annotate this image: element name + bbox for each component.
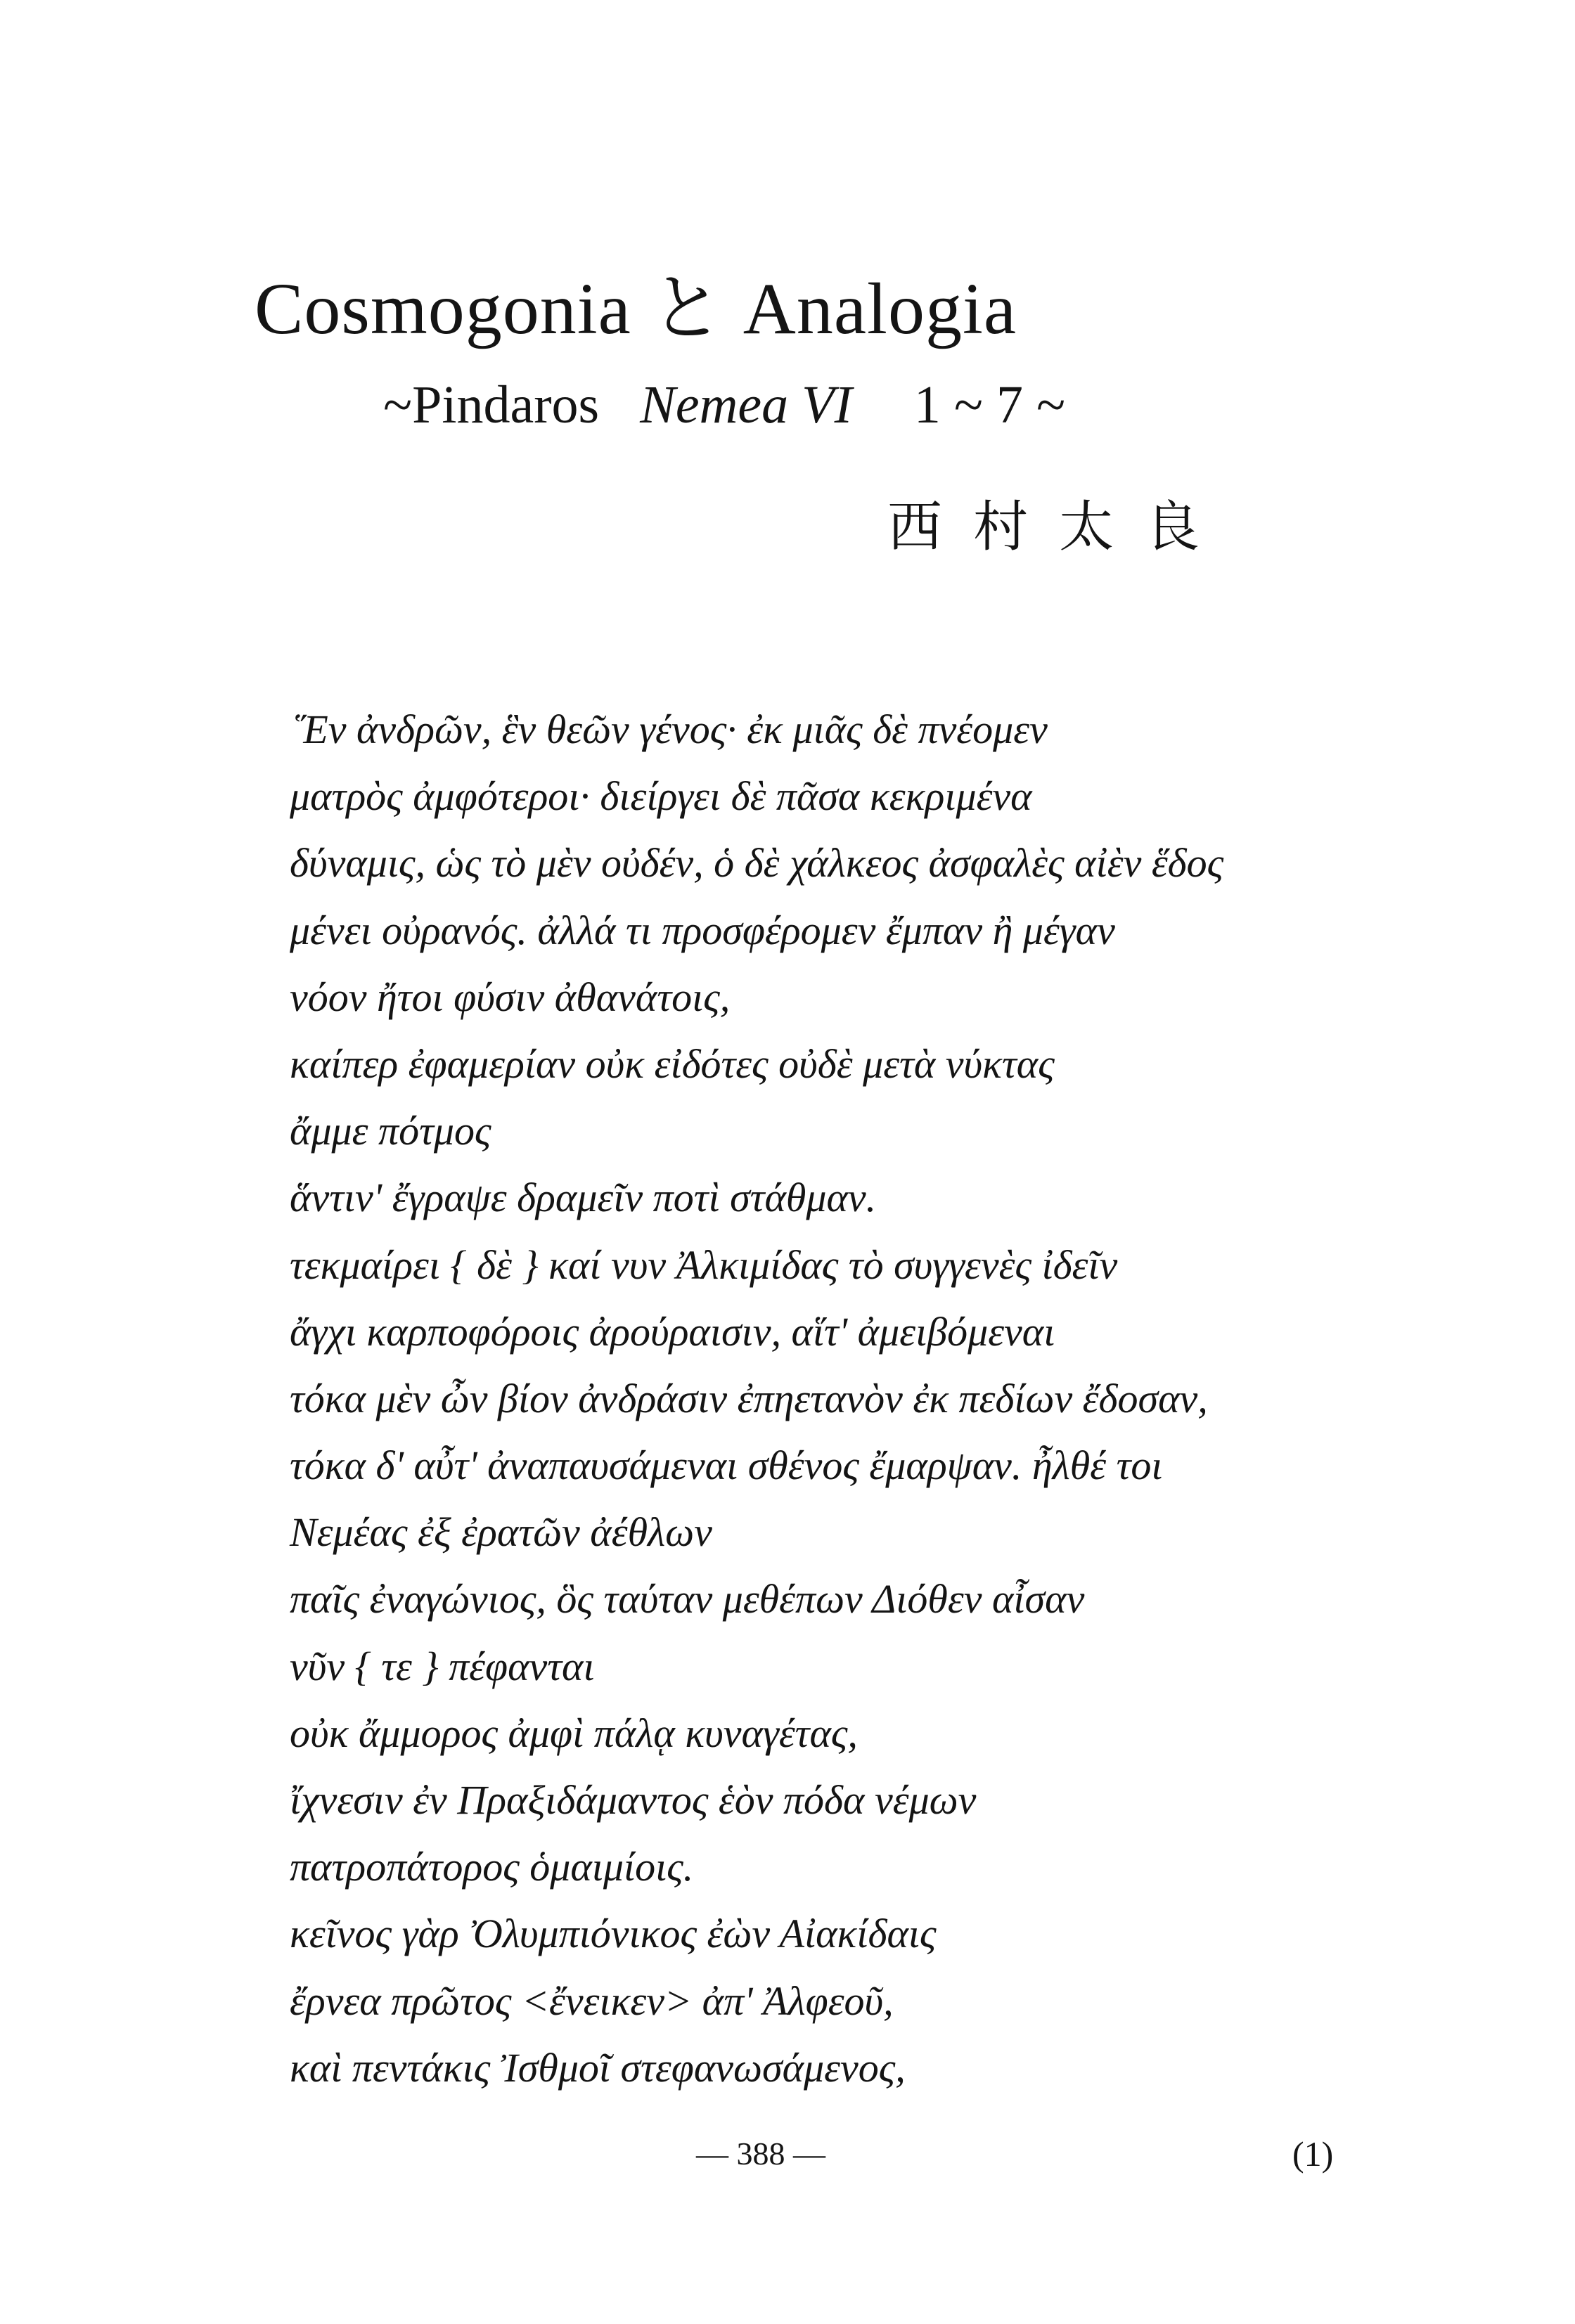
article-subtitle [383,371,1065,439]
poem-line: ἄμμε πότμος [290,1108,491,1154]
poem-line: τόκα δ' αὖτ' ἀναπαυσάμεναι σθένος ἔμαρψαν. ἦλθέ τοι [290,1442,1163,1489]
page-number: — 388 — [696,2136,825,2171]
poem-line: κεῖνος γὰρ Ὀλυμπιόνικος ἐὼν Αἰακίδαις [290,1911,937,1957]
poem-text [290,696,1387,2101]
poem-line: ἔρνεα πρῶτος <ἔνεικεν> ἀπ' Ἀλφεοῦ, [290,1977,894,2024]
article-title: Cosmogonia と Analogia [255,269,1017,349]
poem-line: ἅντιν' ἔγραψε δραμεῖν ποτὶ στάθμαν. [290,1175,877,1221]
author-name: 西村太良 [887,496,1231,559]
poem-line: οὐκ ἄμμορος ἀμφὶ πάλᾳ κυναγέτας, [290,1710,858,1756]
poem-line: Νεμέας ἐξ ἐρατῶν ἀέθλων [290,1509,712,1556]
poem-line: τεκμαίρει { δὲ } καί νυν Ἀλκιμίδας τὸ συγγενὲς ἰδεῖν [290,1241,1118,1288]
poem-line: καὶ πεντάκις Ἰσθμοῖ στεφανωσάμενος, [290,2044,906,2091]
page-mark: (1) [1292,2134,1334,2174]
poem-line: νόον ἤτοι φύσιν ἀθανάτοις, [290,974,731,1020]
poem-line: πατροπάτορος ὁμαιμίοις. [290,1844,694,1890]
poem-line: τόκα μὲν ὦν βίον ἀνδράσιν ἐπηετανὸν ἐκ πεδίων ἔδοσαν, [290,1375,1208,1421]
poem-line: ῞Εν ἀνδρῶν, ἓν θεῶν γένος· ἐκ μιᾶς δὲ πνέομεν [290,706,1048,752]
poem-line: δύναμις, ὡς τὸ μὲν οὐδέν, ὁ δὲ χάλκεος ἀσφαλὲς αἰὲν ἕδος [290,840,1224,886]
poem-line: ματρὸς ἀμφότεροι· διείργει δὲ πᾶσα κεκριμένα [290,773,1032,820]
subtitle-lines: 1 ~ 7 ~ [913,375,1066,434]
poem-line: ἴχνεσιν ἐν Πραξιδάμαντος ἑὸν πόδα νέμων [290,1777,977,1823]
poem-line: μένει οὐρανός. ἀλλά τι προσφέρομεν ἔμπαν ἢ μέγαν [290,907,1115,953]
poem-line: ἄγχι καρποφόροις ἀρούραισιν, αἵτ' ἀμειβόμεναι [290,1308,1055,1355]
subtitle-work: Nemea VI [640,375,852,434]
poem-line: καίπερ ἐφαμερίαν οὐκ εἰδότες οὐδὲ μετὰ νύκτας [290,1040,1055,1087]
poem-line: παῖς ἐναγώνιος, ὃς ταύταν μεθέπων Διόθεν αἶσαν [290,1576,1085,1622]
subtitle-author: ~Pindaros [383,375,600,434]
poem-line: νῦν { τε } πέφανται [290,1643,595,1689]
